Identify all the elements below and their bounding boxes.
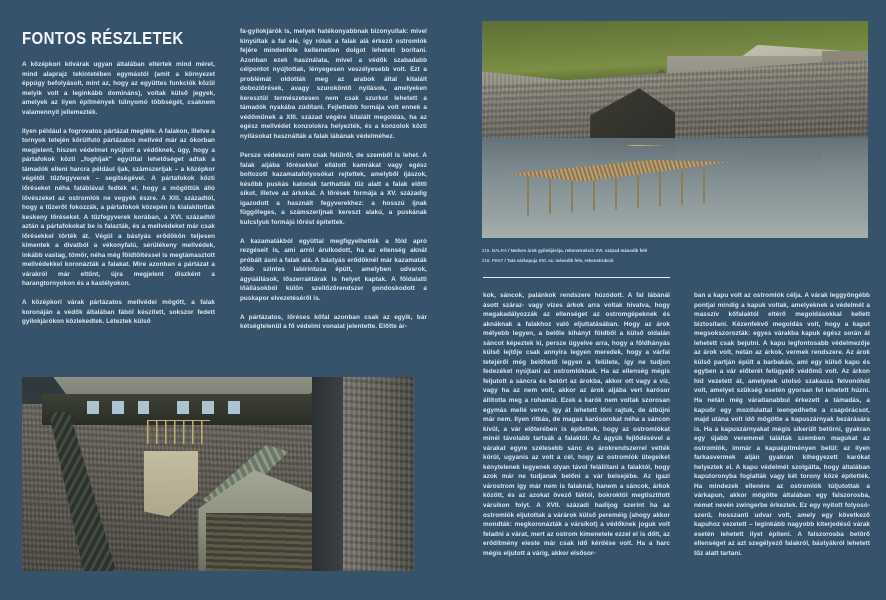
figure-moat-bridge-photo — [482, 21, 868, 238]
paragraph: Persze védekezni nem csak felülről, de szemből is lehet. A falak aljába lőrésekkel ellátott kamrákat vagy egész boltozott kazamatafolyosókat rejtettek, amelyből íjászok, később puskás katonák tarthatták tűz alatt a falak előtti síkot, illetve az árkokat. A lőrések formája a XV. századig igazodott a használt fegyverekhez: a hosszú íjnak függőleges, a számszeríjnak kereszt alakú, a puskának kulcslyuk formájú lőrést építettek. — [240, 151, 427, 226]
text-column-2 — [240, 27, 427, 332]
paragraph: Ilyen például a fogrovatos pártázat megléte. A falakon, illetve a tornyok tetején körülfutó pártázatos mellvéd már az ókorban megjelent, hiszen védelmet nyújtott a védőknek, úgy, hogy a pártafokok közti „foghíjak" egyúttal lehetőséget adtak a támadók elleni harcra például íjak, számszeríjak – a középkor végétől tűzfegyverek – segítségével. A pártafokok közti lőréseket néha fatáblával fedték el, hogy a mögöttük álló lövészeket az ostromlók ne vegyék észre. A XIII. századtól, hogy a tűzerőt fokozzák, a pártafokok közepén is kialakítottak keskeny lőréseket. A tűzfegyverek korában, a XVI. századtól aztán a pártafokokat be is falazták, és a mellvédeket már csak lőrésekkel törték át. Végül a bástyás erődökön teljesen kimentek a divatból a vékonyfalú, sérülékeny mellvédek, inkább vastag, tömör, néha még földtöltéssel is megtámasztott mellvédekkel koronázták a falakat. Mire azonban a pártázat a várakról már eltűnt, újra megjelent díszként a harangtornyokon és a kastélyokon. — [22, 127, 215, 288]
paragraph: A középkori kővárak ugyan általában eltértek mind méret, mind alaprajz tekintetében egymástól (amit a környezet éppúgy befolyásolt, mint az, hogy az együttes funkciók közül melyik volt a leginkább domináns), voltak külső jegyek, amelyek az ilyen építmények túlnyomó többségét, csaknem valamennyit jellemezték. — [22, 61, 215, 116]
paragraph: ban a kapu volt az ostromlók célja. A várak leggyöngébb pontjai mindig a kapuk voltak, amelyeknek a védelmét a masszív kőfalaktól eltérő megoldásokkal kellett biztosítani. Kézenfekvő megoldás volt, hogy a kaput megsokszorozták: egyes várakba kapuk egész során át lehetett csak bejutni. A kapu legfontosabb védelmezője az árok volt, netán az árkok, vermek rendszere. Az árok külső partján épült a barbakán, ami egy külső kapu és egyben a vár előterét felügyelő védőmű volt. Az árkon híd vezetett át, amelynek utolsó szakasza felvonóhíd volt, amelyet szükség esetén gyorsan fel lehetett húzni. Ha netán még váratlanabbul érkezett a támadás, a kapuőr egy mozdulattal leengedhette a csapórácsot, majd utána volt idő mögötte a kapuszárnyak bezárására is. Ha a kapuszárnyakat mégis sikerült betörni, gyakran egy újabb veremmel találták szemben magukat az ostromlók, immár a kapuépítményen belül: az ilyen farkasvermek alján gyakran kihegyezett karókat helyeztek el. A kapu védelmét szolgálta, hogy általában kaputoronyba foglalták vagy két torony közé építették. Ha mindezek ellenére az ostromlók túljutottak a várkapun, akkor mögötte általában egy falszorosba, német nevén zwingerbe érkeztek. Ez egy nyitott folyosó-szerű, hosszanti udvar volt, amely egy következő kapuhoz vezetett – leginkább nagyobb kiterjedésű várak esetén lehetett ilyet építeni. A falszorosba betörő ellenséget az azt szegélyező falakról, bástyákról lehetett tűz alatt tartani. — [694, 292, 870, 557]
caption-text: Nedves árok gyilokjárója, rekonstrukció XVI. század második felé — [510, 248, 648, 253]
section-divider — [483, 277, 670, 278]
paragraph: kok, sáncok, palánkok rendszere húzódott. A fal lábánál ásott száraz- vagy vizes árkok arra voltak hivatva, hogy megakadályozzák az ellenséget az ostromgépeknek és aknáknak a falakhoz való eljuttatásában. Hogy az árok mélyebb legyen, a belőle kihányt földből a külső oldalán sáncot képeztek ki, persze ügyelve arra, hogy a földhányás külső lejtője csak annyira legyen meredek, hogy a várfal tetejéről még belőhető legyen a felülete, így ne tudjon fedezéket nyújtani az ostromlóknak. Ha az ellenség mégis feljutott a sáncra és betört az árokba, akkor ott vagy a víz, vagy ha az nem volt, akkor az árok aljába vert karósor állította meg a rohamát. Ezek a karók nem voltak szorosan egymás mellé verve, így át lehetett lőni rajtuk, de átbújni már nem. Ilyen ritkás, de magas karósorokat néha a sáncon kívül, a vár előterében is építettek, hogy az ostromlókat minél távolabb tartsák a falaktól. Az ágyúk fejlődésével a várakat egyre szélesebb sánc és árokrendszerrel vették körül, ugyanis az volt a cél, hogy az ostromlók ütegeiket kénytelenek legyenek olyan távol felállítani a falaktól, hogy azok már ne tudjanak belőni a vár belsejébe. Az igazi várostrom így már nem is falaknál, hanem a sáncok, árkok között, és az azokat övező fáktól, bokroktól megtisztított vársíkon folyt. A XVII. századi hadijog szerint ha az ostromlók eljutottak a várárok külső pereméig (ahogy akkor mondták: megkoronázták a vársíkot) a védőknek joguk volt feladni a várat, mert az ostrom kimenetele ezzel el is dőlt, az erődítmény eleste már csak idő kérdése volt. Ha a harc mégis eljutott a várig, akkor elsősor- — [483, 292, 670, 557]
paragraph: A pártázatos, lőréses kőfal azonban csak az egyik, bár kétségtelenül a fő védelmi vonalat jelentette. Előtte ár- — [240, 313, 427, 331]
photo-gallery-window — [112, 401, 124, 414]
text-column-4 — [694, 291, 870, 558]
caption-item — [482, 256, 868, 266]
figure-captions — [482, 246, 868, 265]
caption-text: Tata várkapuja XVI. sz. második fele, rekonstrukció — [507, 257, 614, 263]
figure-courtyard-photo — [22, 377, 414, 571]
photo-tower-shadow — [312, 377, 343, 571]
caption-separator: / — [508, 248, 510, 253]
text-column-1 — [22, 60, 215, 327]
caption-item — [482, 246, 868, 256]
photo-round-tower — [343, 377, 414, 571]
photo-gallery-window — [228, 401, 240, 414]
caption-separator: / — [504, 257, 506, 263]
photo-gallery-window — [87, 401, 99, 414]
photo-gallery-window — [177, 401, 189, 414]
photo-gallery-window — [138, 401, 150, 414]
photo-gallery-window — [202, 401, 214, 414]
caption-number: 216. — [482, 257, 491, 263]
caption-position: BALRA — [491, 248, 507, 253]
paragraph: A középkori várak pártázatos mellvédei mögött, a falak koronáján a védők általában fából készített, sokszor fedett gyilokjárókon közlekedtek. Léteztek külső — [22, 299, 215, 326]
paragraph: fa-gyilokjárók is, melyek hatékonyabbnak bizonyultak: mivel kinyúltak a fal elé, így róluk a falak alá érkező ostromlók fejére mindenféle kellemetlen dolgot lehetett borítani. Azonban ezek használata, mivel a védők szabadabb célpontot nyújtottak, lényegesen veszélyesebb volt. Ezt a problémát oldották meg az arabok által kitalált dobozlőrések, avagy szuroköntő nyílások, amelyeken keresztül természetesen nem csak szurkot lehetett a támadók nyakába zúdítani. Fejlettebb formája volt ennek a védőműnek a XIII. század végére kitalált megoldás, ha az egész mellvédet konzolokra helyezték, és a konzolok közti nyílásokat használták a falak lábának védelméhez. — [240, 28, 427, 141]
caption-number: 215. — [482, 248, 491, 253]
paragraph: A kazamatákból együttal megfigyelhették a föld apró rezgéseit is, ami arról árulkodott, ha az ellenség aknát próbált ásni a falak alá. A bástyás erődöknél már kazamaták több szintes labirintusa épült, amelyben udvarok, ágyúállások, lőszerraktárak is helyet kaptak. A földalatti lőállásokból külön szellőzőrendszer gondoskodott a puskapor elvezetéséről is. — [240, 237, 427, 302]
text-column-3 — [483, 291, 670, 558]
caption-position: FENT — [491, 257, 504, 263]
page-title: FONTOS RÉSZLETEK — [22, 28, 184, 48]
photo-gallery-brackets — [147, 420, 210, 444]
